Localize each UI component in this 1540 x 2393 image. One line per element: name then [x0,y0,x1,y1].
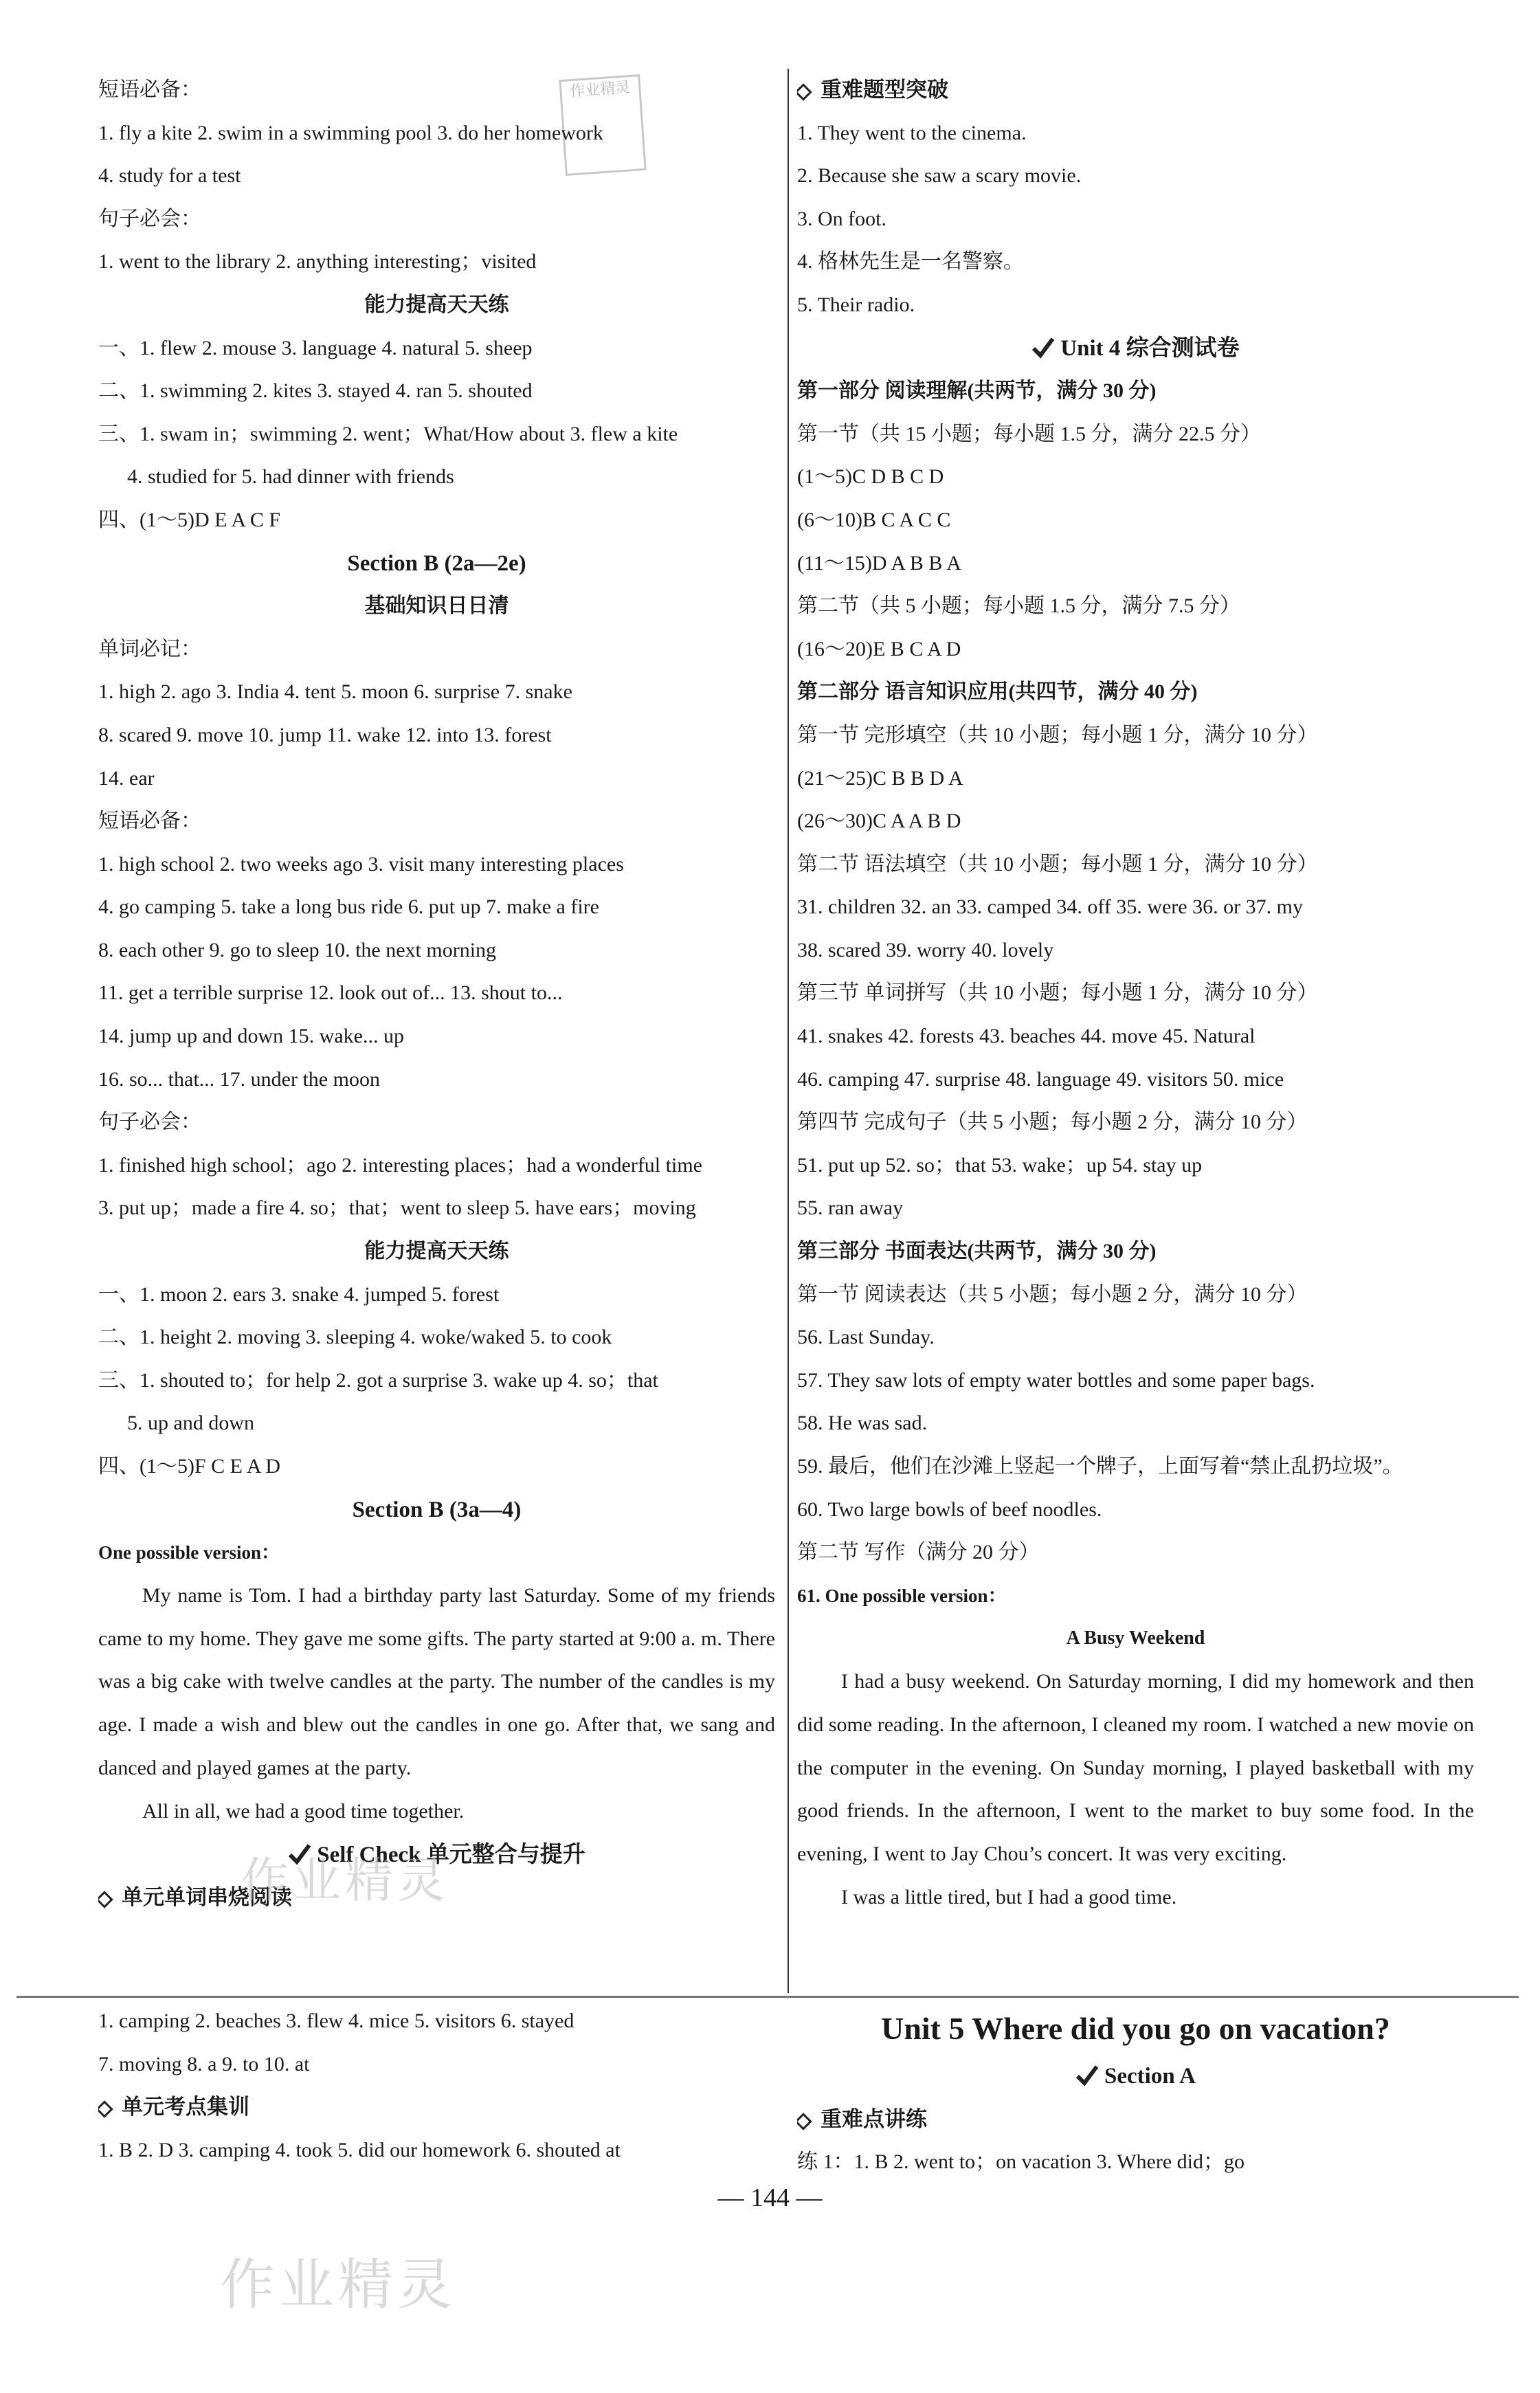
answer-line [797,1531,1474,1574]
line-text: 四、(1～5)F C E A D [98,1455,281,1478]
answer-line [98,1101,775,1144]
answer-line [797,886,1474,929]
answer-line [98,112,775,155]
answer-line [98,1402,775,1445]
answer-line [98,2043,775,2086]
answer-line [98,886,775,929]
line-text: 55. ran away [797,1196,904,1220]
line-text: 41. snakes 42. forests 43. beaches 44. move 45. Natural [797,1025,1256,1048]
line-text: 61. One possible version： [797,1585,1007,1606]
line-text: 二、1. swimming 2. kites 3. stayed 4. ran 5. shouted [98,379,533,403]
answer-line [797,542,1474,586]
line-text: Section B (2a—2e) [347,550,526,576]
answer-line [797,284,1474,327]
answer-line [98,155,775,198]
answer-line [797,628,1474,671]
line-text: (11～15)D A B B A [797,551,961,575]
line-text: 4. study for a test [98,164,241,188]
essay-paragraph: All in all, we had a good time together. [142,1799,465,1823]
answer-line [98,499,775,542]
line-text: 单元考点集训 [122,2095,249,2119]
line-text: 四、(1～5)D E A C F [98,508,281,531]
answer-line [797,843,1474,887]
line-text: 4. go camping 5. take a long bus ride 6. put up 7. make a fire [98,895,599,919]
essay-paragraph: My name is Tom. I had a birthday party last Saturday. Some of my friends came to my home. They gave me some gifts. The party started at 9:00 a. m. There was a big cake with twelve candles at the party. The number of the candles is my age. I made a wish and blew out the candles in one go. After that, we sang and danced and played games at the party. [98,1583,775,1779]
line-text: 1. camping 2. beaches 3. flew 4. mice 5. visitors 6. stayed [98,2010,574,2032]
line-text: 第二部分 语言知识应用(共四节，满分 40 分) [797,680,1198,704]
essay-title: A Busy Weekend [1066,1627,1205,1649]
answer-line [797,1574,1474,1618]
line-text: 3. On foot. [797,207,886,230]
line-text: 句子必会： [98,1111,201,1134]
line-text: 1. finished high school；ago 2. interesting places；had a wonderful time [98,1153,702,1177]
line-text: 4. 格林先生是一名警察。 [797,250,1024,274]
answer-line [797,1489,1474,1532]
answer-line [98,456,775,499]
answer-line [797,1316,1474,1359]
line-text: 4. studied for 5. had dinner with friends [127,465,454,489]
section-heading [98,542,775,586]
line-text: 一、1. flew 2. mouse 3. language 4. natural 5. sheep [98,336,533,359]
line-text: 31. children 32. an 33. camped 34. off 35. were 36. or 37. my [797,895,1303,919]
line-text: 第一部分 阅读理解(共两节，满分 30 分) [797,379,1157,403]
line-text: 二、1. height 2. moving 3. sleeping 4. woke/waked 5. to cook [98,1326,612,1349]
answer-line [98,1445,775,1489]
answer-line [797,1402,1474,1445]
essay-paragraph: I was a little tired, but I had a good time. [841,1885,1177,1908]
line-text: 短语必备： [98,78,201,101]
answer-line [98,671,775,714]
line-text: 第二节 写作（满分 20 分） [797,1541,1040,1564]
answer-line [98,1316,775,1359]
line-text: Section B (3a—4) [352,1497,522,1522]
answer-line [98,843,775,887]
line-text: 第一节 阅读表达（共 5 小题；每小题 2 分，满分 10 分） [797,1282,1308,1306]
answer-line [797,499,1474,542]
line-text: 三、1. shouted to；for help 2. got a surprise 3. wake up 4. so；that [98,1368,658,1392]
answer-line [797,1015,1474,1058]
section-heading [98,585,775,628]
right-column [797,69,1474,1993]
checkmark-icon [1031,336,1055,359]
line-text: 7. moving 8. a 9. to 10. at [98,2052,310,2075]
answer-line [98,929,775,972]
unit5-title: Unit 5 Where did you go on vacation? [881,2011,1390,2046]
line-text: 14. ear [98,766,155,790]
answer-line [797,585,1474,628]
line-text: 1. went to the library 2. anything interesting；visited [98,250,537,274]
diamond-icon [98,2100,113,2117]
answer-line [797,155,1474,198]
line-text: 1. They went to the cinema. [797,121,1027,144]
watermark: 作业精灵 [241,1852,449,1908]
line-text: (26～30)C A A B D [797,810,961,833]
line-text: 56. Last Sunday. [797,1326,935,1349]
section-a-heading: Section A [797,2055,1474,2098]
line-text: 第一节 完形填空（共 10 小题；每小题 1 分，满分 10 分） [797,723,1318,746]
answer-line [98,757,775,801]
answer-line [98,714,775,757]
answer-line [797,1187,1474,1230]
answer-line [797,413,1474,456]
line-text: 第四节 完成句子（共 5 小题；每小题 2 分，满分 10 分） [797,1111,1308,1134]
line-text: 句子必会： [98,207,201,230]
answer-line [797,714,1474,757]
answer-line [98,413,775,456]
answer-line [98,2129,775,2172]
answer-line [98,2086,775,2129]
answer-line [98,1058,775,1102]
bottom-left-block [98,2000,775,2172]
answer-line [797,1144,1474,1188]
line-text: 38. scared 39. worry 40. lovely [797,938,1054,961]
answer-line [797,69,1474,112]
line-text: 5. up and down [127,1412,254,1435]
line-text: 第三节 单词拼写（共 10 小题；每小题 1 分，满分 10 分） [797,981,1318,1005]
line-text: 单词必记： [98,637,201,660]
answer-line [797,1230,1474,1273]
line-text: 5. Their radio. [797,293,915,316]
answer-line [98,69,775,112]
answer-line [797,757,1474,801]
line-text: 16. so... that... 17. under the moon [98,1067,380,1091]
answer-line [797,1101,1474,1144]
line-text: 51. put up 52. so；that 53. wake；up 54. stay up [797,1153,1203,1177]
answer-line [98,327,775,370]
line-text: 60. Two large bowls of beef noodles. [797,1498,1102,1521]
essay-label: One possible version： [98,1542,280,1563]
line-text: 单元单词串烧阅读 [122,1885,292,1910]
answer-line [797,1273,1474,1317]
answer-line [98,241,775,284]
line-text: 58. He was sad. [797,1412,928,1435]
line-text: 1. fly a kite 2. swim in a swimming pool 3. do her homework [98,121,603,144]
line-text: 1. high school 2. two weeks ago 3. visit many interesting places [98,852,624,876]
answer-line [98,2000,775,2043]
answer-line [98,1359,775,1403]
line-text: Self Check 单元整合与提升 [317,1842,585,1867]
essay-paragraph: I had a busy weekend. On Saturday morning, I did my homework and then did some reading. In the afternoon, I cleaned my room. I watched a new movie on the computer in the evening. On Sunday morning, I played basketball with my good friends. In the afternoon, I went to the market to buy some food. In the evening, I went to Jay Chou’s concert. It was very exciting. [797,1669,1474,1866]
line-text: 2. Because she saw a scary movie. [797,164,1082,188]
line-text: 三、1. swam in；swimming 2. went；What/How about 3. flew a kite [98,422,678,445]
horizontal-divider [16,1996,1519,1998]
line-text: 第二节 语法填空（共 10 小题；每小题 1 分，满分 10 分） [797,852,1318,876]
answer-line [797,800,1474,843]
line-text: 基础知识日日清 [364,594,509,618]
line-text: 能力提高天天练 [364,293,509,316]
left-column [98,69,775,1993]
section-heading [98,1489,775,1532]
answer-line [797,112,1474,155]
line-text: 14. jump up and down 15. wake... up [98,1025,404,1048]
checkmark-icon [1075,2064,1099,2087]
watermark-stamp: 作业精灵 [559,74,646,176]
answer-line [98,1015,775,1058]
answer-line [797,370,1474,413]
section-heading [797,327,1474,370]
line-text: 8. scared 9. move 10. jump 11. wake 12. into 13. forest [98,723,552,746]
answer-line [797,1445,1474,1489]
line-text: 46. camping 47. surprise 48. language 49. visitors 50. mice [797,1067,1284,1091]
line-text: 短语必备： [98,810,201,833]
line-text: 1. high 2. ago 3. India 4. tent 5. moon 6. surprise 7. snake [98,680,572,704]
line-text: (21～25)C B B D A [797,766,963,790]
answer-line [98,1187,775,1230]
bottom-right-block [797,2000,1474,2184]
answer-line [98,628,775,671]
answer-line [797,198,1474,241]
page-number: — 144 — [717,2183,823,2212]
answer-line [98,370,775,413]
diamond-icon [98,1891,113,1908]
line-text: 第二节（共 5 小题；每小题 1.5 分，满分 7.5 分） [797,594,1240,618]
answer-line [797,929,1474,972]
answer-line [797,456,1474,499]
line-text: 重难题型突破 [821,78,948,102]
answer-line [98,800,775,843]
line-text: 1. B 2. D 3. camping 4. took 5. did our homework 6. shouted at [98,2138,621,2161]
line-text: (6～10)B C A C C [797,508,951,531]
section-heading [98,284,775,327]
diamond-icon [797,83,812,100]
section-heading [98,1230,775,1273]
answer-line [797,1058,1474,1102]
line-text: 11. get a terrible surprise 12. look out of... 13. shout to... [98,981,563,1005]
diamond-icon [797,2113,812,2130]
drill-answers: 练 1：1. B 2. went to；on vacation 3. Where did；go [797,2150,1245,2174]
line-text: 一、1. moon 2. ears 3. snake 4. jumped 5. forest [98,1282,500,1306]
line-text: (16～20)E B C A D [797,637,961,660]
drill-heading: 重难点讲练 [797,2098,1474,2141]
column-divider [788,69,789,1993]
essay-body [98,1574,775,1834]
answer-line [98,1144,775,1188]
answer-line [797,1359,1474,1403]
answer-line [98,1273,775,1317]
answer-line [797,241,1474,284]
line-text: Unit 4 综合测试卷 [1060,335,1240,361]
line-text: 57. They saw lots of empty water bottles and some paper bags. [797,1368,1315,1392]
line-text: 59. 最后，他们在沙滩上竖起一个牌子，上面写着“禁止乱扔垃圾”。 [797,1455,1403,1478]
answer-line [797,972,1474,1015]
answer-line [98,198,775,241]
line-text: 8. each other 9. go to sleep 10. the next morning [98,938,497,961]
answer-line [797,671,1474,714]
watermark-bottom: 作业精灵 [220,2253,456,2317]
answer-line [98,972,775,1015]
line-text: 3. put up；made a fire 4. so；that；went to sleep 5. have ears；moving [98,1196,696,1220]
line-text: 第一节（共 15 小题；每小题 1.5 分，满分 22.5 分） [797,422,1261,445]
line-text: (1～5)C D B C D [797,465,944,489]
essay-body [797,1660,1474,1919]
line-text: 第三部分 书面表达(共两节，满分 30 分) [797,1240,1157,1263]
line-text: 能力提高天天练 [364,1240,509,1263]
